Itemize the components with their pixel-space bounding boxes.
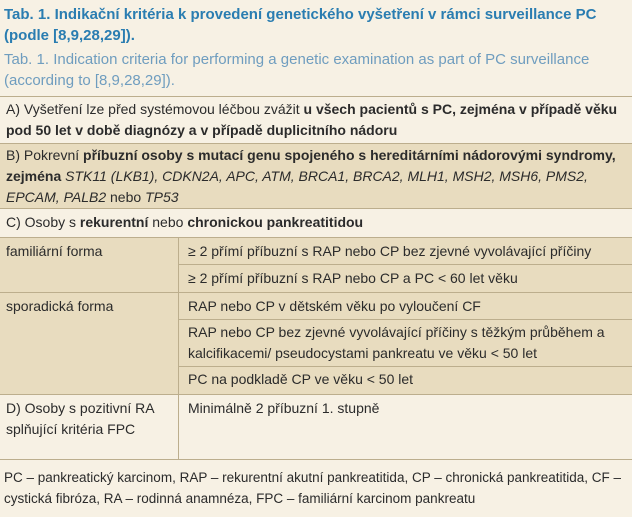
sporadic-criterion-1: RAP nebo CP v dětském věku po vyloučení CF (188, 298, 481, 314)
divider (178, 319, 632, 320)
column-divider (178, 238, 179, 459)
section-d-label: D) Osoby s pozitivní RA splňující kritéria FPC (6, 400, 154, 437)
section-b (0, 144, 632, 208)
section-c-header (0, 209, 632, 237)
sporadic-form-label: sporadická forma (6, 298, 114, 314)
familial-criterion-2: ≥ 2 přímí příbuzní s RAP nebo CP a PC < 60 let věku (188, 270, 518, 286)
section-a (0, 98, 632, 142)
divider (0, 459, 632, 460)
section-b-genes: STK11 (LKB1), CDKN2A, APC, ATM, BRCA1, BRCA2, MLH1, MSH2, MSH6, PMS2, EPCAM, PALB2 (6, 168, 588, 205)
table-title-english: Tab. 1. Indication criteria for performing a genetic examination as part of PC surveillance (according to [8,9,28,29]). (4, 51, 590, 89)
section-a-prefix: A) Vyšetření lze před systémovou léčbou zvážit (6, 101, 304, 117)
section-d-criterion: Minimálně 2 příbuzní 1. stupně (188, 400, 380, 416)
section-d (0, 395, 632, 459)
familial-form-block (0, 238, 632, 292)
familial-criterion-1: ≥ 2 přímí příbuzní s RAP nebo CP bez zjevné vyvolávající příčiny (188, 243, 592, 259)
section-c-prefix: C) Osoby s (6, 214, 80, 230)
divider (178, 366, 632, 367)
sporadic-form-block (0, 293, 632, 394)
familial-form-label: familiární forma (6, 243, 103, 259)
sporadic-criterion-3: PC na podkladě CP ve věku < 50 let (188, 371, 414, 387)
section-b-prefix: B) Pokrevní (6, 147, 84, 163)
section-c-chronic: chronickou pankreatitidou (187, 214, 364, 230)
sporadic-criterion-2: RAP nebo CP bez zjevné vyvolávající příčiny s těžkým průběhem a kalcifikacemi/ pseudocystami pankreatu ve věku < 50 let (188, 324, 605, 361)
section-b-joiner: nebo (106, 189, 146, 205)
table-title-czech: Tab. 1. Indikační kritéria k provedení genetického vyšetření v rámci surveillance PC (podle [8,9,28,29]). (4, 6, 597, 44)
abbreviations-footnote: PC – pankreatický karcinom, RAP – rekurentní akutní pankreatitida, CP – chronická pankreatitida, CF – cystická fibróza, RA – rodinná anamnéza, FPC – familiární karcinom pankreatu (4, 470, 622, 506)
divider (178, 264, 632, 265)
section-c-joiner: nebo (148, 214, 188, 230)
section-a-emphasis: u všech pacientů s PC, zejména v případě věku pod 50 let v době diagnózy a v případě duplicitního nádoru (6, 101, 618, 138)
section-b-emphasis: příbuzní osoby s mutací genu spojeného s hereditárními nádorovými syndromy, zejména (6, 147, 616, 184)
section-c-recurrent: rekurentní (79, 214, 149, 230)
section-b-last-gene: TP53 (145, 189, 179, 205)
divider (0, 96, 632, 97)
